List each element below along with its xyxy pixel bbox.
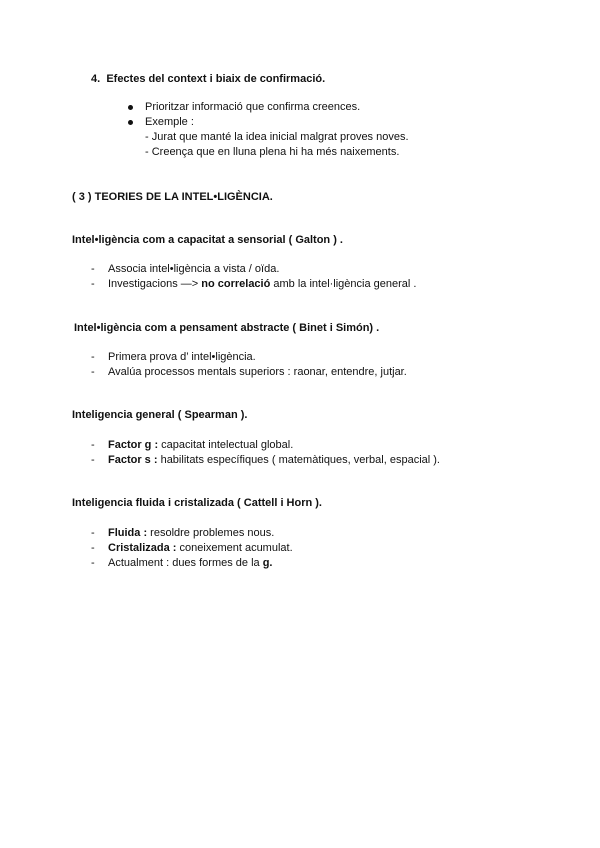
list-item <box>108 453 440 468</box>
dash-marker: - <box>91 439 95 451</box>
item-text: capacitat intelectual global. <box>158 439 294 451</box>
item-emphasis: Cristalizada : <box>108 542 177 554</box>
spearman-title: Inteligencia general ( Spearman ). <box>72 409 248 421</box>
item-emphasis: g. <box>262 557 273 569</box>
section-number: 4. <box>91 73 101 85</box>
list-item <box>108 277 416 292</box>
dash-marker: - <box>91 557 95 569</box>
example-item: - Creença que en lluna plena hi ha més naixements. <box>145 146 400 158</box>
dash-marker: - <box>91 454 95 466</box>
list-item: Associa intel•ligència a vista / oïda. <box>108 263 280 275</box>
item-text: coneixement acumulat. <box>176 542 293 554</box>
item-text: Actualment : dues formes de la <box>108 557 263 569</box>
item-text: Investigacions —> <box>108 278 202 290</box>
bullet-dot <box>128 105 133 110</box>
list-item <box>108 438 293 453</box>
list-item <box>108 541 293 556</box>
section-title: Efectes del context i biaix de confirmació. <box>106 73 326 85</box>
list-item: Primera prova d’ intel•ligència. <box>108 351 256 363</box>
bullet-item: Prioritzar informació que confirma creences. <box>145 101 361 113</box>
item-text: amb la intel·ligència general . <box>270 278 417 290</box>
dash-marker: - <box>91 351 95 363</box>
galton-title: Intel•ligència com a capacitat a sensorial ( Galton ) . <box>72 234 343 246</box>
list-item: Avalúa processos mentals superiors : raonar, entendre, jutjar. <box>108 366 407 378</box>
example-item: - Jurat que manté la idea inicial malgrat proves noves. <box>145 131 409 143</box>
item-emphasis: no correlació <box>201 278 271 290</box>
item-emphasis: Fluida : <box>108 527 148 539</box>
cattell-title: Inteligencia fluida i cristalizada ( Cattell i Horn ). <box>72 497 322 509</box>
dash-marker: - <box>91 263 95 275</box>
list-item <box>108 556 272 571</box>
dash-marker: - <box>91 527 95 539</box>
item-emphasis: Factor s : <box>108 454 158 466</box>
bullet-dot <box>128 120 133 125</box>
section-4-heading <box>91 72 325 87</box>
binet-title: Intel•ligència com a pensament abstracte ( Binet i Simón) . <box>74 322 380 334</box>
item-text: habilitats específiques ( matemàtiques, verbal, espacial ). <box>157 454 440 466</box>
dash-marker: - <box>91 278 95 290</box>
dash-marker: - <box>91 542 95 554</box>
item-emphasis: Factor g : <box>108 439 159 451</box>
dash-marker: - <box>91 366 95 378</box>
list-item <box>108 526 274 541</box>
theories-heading: ( 3 ) TEORIES DE LA INTEL•LIGÈNCIA. <box>72 191 273 203</box>
item-text: resoldre problemes nous. <box>147 527 275 539</box>
bullet-item: Exemple : <box>145 116 194 128</box>
